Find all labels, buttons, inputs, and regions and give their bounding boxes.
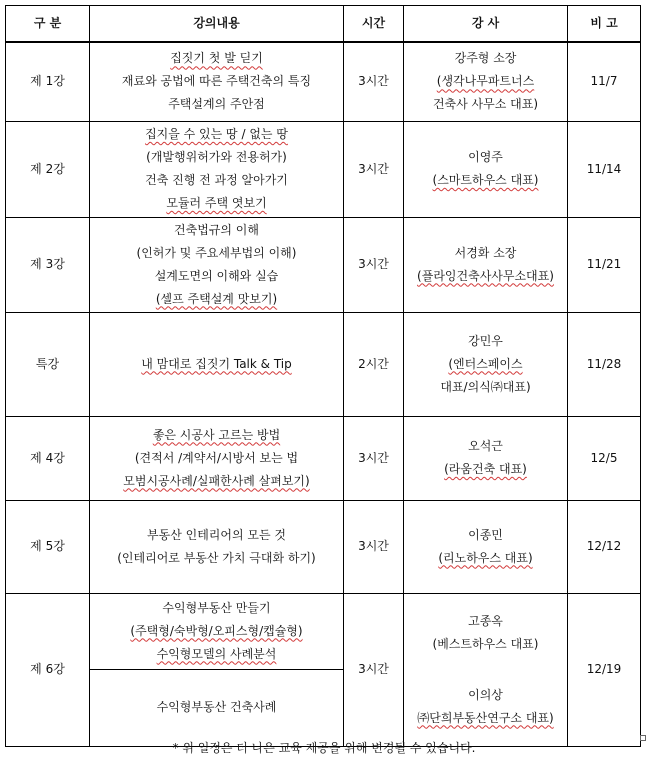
lecture-label: 제 3강	[6, 217, 90, 312]
content-line: 부동산 인테리어의 모든 것	[147, 527, 286, 542]
header-content: 강의내용	[90, 6, 344, 43]
table-row	[6, 593, 641, 669]
lecture-schedule-table	[5, 5, 641, 747]
content-line: (개발행위허가와 전용허가)	[146, 150, 287, 164]
lecture-instructor	[404, 416, 568, 500]
lecture-time: 3시간	[344, 593, 404, 746]
lecture-label: 제 6강	[6, 593, 90, 746]
lecture-instructor	[404, 217, 568, 312]
lecture-label: 제 4강	[6, 416, 90, 500]
instructor-line: 건축사 사무소 대표)	[432, 97, 539, 112]
content-line: (인테리어로 부동산 가치 극대화 하기)	[117, 550, 316, 565]
content-line: 모듈러 주택 엿보기	[166, 196, 267, 210]
instructor-line: (라움건축 대표)	[444, 462, 527, 476]
lecture-time: 3시간	[344, 500, 404, 593]
lecture-time: 3시간	[344, 217, 404, 312]
instructor-line: 강민우	[468, 333, 503, 348]
lecture-content	[90, 669, 344, 746]
content-line: (견적서 /계약서/시방서 보는 법	[134, 450, 299, 465]
content-line: 모범시공사례/실패한사례 살펴보기)	[123, 473, 310, 488]
content-line: 건축법규의 이해	[174, 222, 259, 237]
lecture-instructor	[404, 121, 568, 217]
lecture-date: 11/14	[568, 121, 641, 217]
lecture-content	[90, 500, 344, 593]
instructor-line: 서경화 소장	[454, 245, 517, 260]
instructor-line: 강주형 소장	[454, 51, 517, 66]
lecture-instructor	[404, 312, 568, 416]
instructor-line: 이종민	[468, 527, 503, 542]
content-line: (주택형/숙박형/오피스형/캡슐형)	[130, 623, 303, 638]
header-division: 구 분	[6, 6, 90, 43]
lecture-time: 3시간	[344, 416, 404, 500]
lecture-date: 11/21	[568, 217, 641, 312]
lecture-content	[90, 121, 344, 217]
table-row	[6, 416, 641, 500]
instructor-line: (리노하우스 대표)	[438, 550, 533, 565]
table-row	[6, 500, 641, 593]
lecture-time: 3시간	[344, 42, 404, 121]
lecture-content	[90, 593, 344, 669]
content-line: 좋은 시공사 고르는 방법	[152, 427, 281, 442]
lecture-time: 3시간	[344, 121, 404, 217]
table-row	[6, 217, 641, 312]
instructor-line: 이영주	[468, 150, 503, 164]
content-line: 내 맘대로 집짓기 Talk & Tip	[141, 356, 292, 371]
header-time: 시간	[344, 6, 404, 43]
lecture-instructor	[404, 593, 568, 746]
instructor-line: 대표/의식㈜대표)	[440, 379, 531, 394]
instructor-line: 오석근	[468, 439, 503, 453]
lecture-content	[90, 312, 344, 416]
lecture-date: 12/19	[568, 593, 641, 746]
instructor-line: (베스트하우스 대표)	[432, 636, 539, 651]
schedule-footnote: * 위 일정은 더 나은 교육 제공을 위해 변경될 수 있습니다.	[172, 741, 476, 755]
lecture-content	[90, 42, 344, 121]
content-line: 집짓기 첫 발 딛기	[170, 51, 263, 66]
lecture-date: 11/7	[568, 42, 641, 121]
instructor-line: (스마트하우스 대표)	[432, 173, 539, 187]
content-line: 주택설계의 주안점	[168, 97, 265, 112]
table-row	[6, 312, 641, 416]
lecture-instructor	[404, 500, 568, 593]
lecture-content	[90, 416, 344, 500]
table-row	[6, 121, 641, 217]
lecture-date: 12/5	[568, 416, 641, 500]
instructor-line: (생각나무파트너스	[436, 74, 535, 89]
lecture-instructor	[404, 42, 568, 121]
content-line: 수익형부동산 건축사례	[156, 700, 277, 714]
lecture-date: 11/28	[568, 312, 641, 416]
lecture-content	[90, 217, 344, 312]
content-line: 수익형모델의 사례분석	[156, 646, 277, 661]
lecture-date: 12/12	[568, 500, 641, 593]
content-line: (인허가 및 주요세부법의 이해)	[136, 245, 297, 260]
header-note: 비 고	[568, 6, 641, 43]
instructor-line: 고종옥	[468, 613, 503, 628]
content-line: 수익형부동산 만들기	[162, 600, 271, 615]
content-line: (셀프 주택설계 맛보기)	[155, 291, 278, 306]
lecture-label: 제 5강	[6, 500, 90, 593]
instructor-line: ㈜단희부동산연구소 대표)	[417, 710, 554, 725]
lecture-label: 특강	[6, 312, 90, 416]
instructor-line: (엔터스페이스	[448, 356, 523, 371]
content-line: 설계도면의 이해와 실습	[154, 268, 279, 283]
lecture-label: 제 1강	[6, 42, 90, 121]
header-instructor: 강 사	[404, 6, 568, 43]
content-line: 집지을 수 있는 땅 / 없는 땅	[145, 127, 288, 141]
lecture-time: 2시간	[344, 312, 404, 416]
instructor-line: 이의상	[468, 687, 503, 702]
lecture-label: 제 2강	[6, 121, 90, 217]
content-line: 건축 진행 전 과정 알아가기	[145, 173, 288, 187]
content-line: 재료와 공법에 따른 주택건축의 특징	[121, 74, 312, 89]
header-row	[6, 6, 641, 43]
instructor-line: (플라잉건축사사무소대표)	[417, 268, 554, 283]
table-row	[6, 42, 641, 121]
